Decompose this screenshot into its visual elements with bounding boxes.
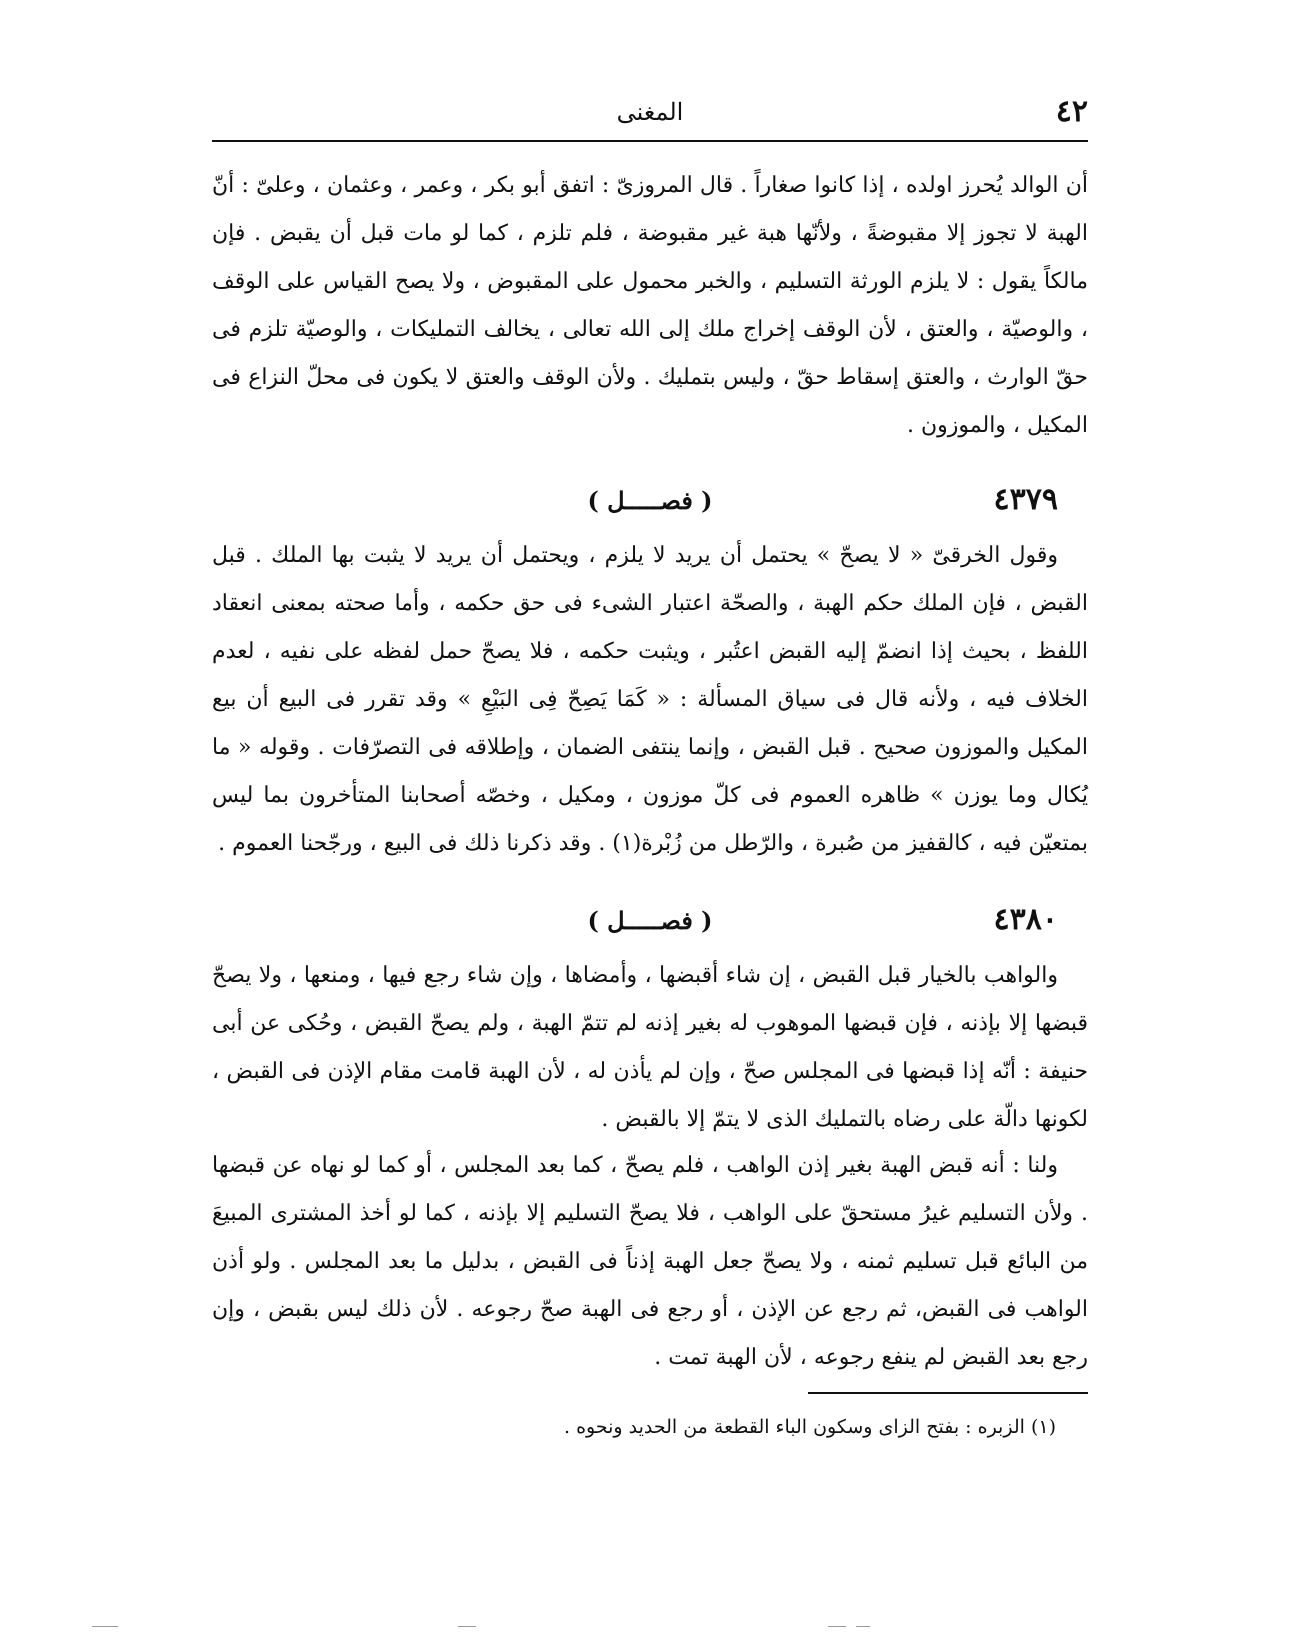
header-rule xyxy=(212,140,1088,142)
section-label: ( فصـــــل ) xyxy=(587,486,713,515)
text-block-4 xyxy=(212,1142,1088,1382)
text-block-3 xyxy=(212,952,1088,1144)
page-number: ٤٢ xyxy=(1055,94,1088,129)
section-heading-4380 xyxy=(212,902,1088,950)
running-title: المغنى xyxy=(616,98,684,126)
section-number: ٤٣٧٩ xyxy=(993,482,1058,517)
section-heading-4379 xyxy=(212,482,1088,530)
footnote-rule xyxy=(808,1392,1088,1394)
text-block-2 xyxy=(212,532,1088,868)
paragraph: ولنا : أنه قبض الهبة بغير إذن الواهب ، فلم يصحّ ، كما بعد المجلس ، أو كما لو نهاه عن قبضها . ولأن التسليم غيرُ مستحقّ على الواهب ، فلا يصحّ التسليم إلا بإذنه ، كما لو أخذ المشترى المبيعَ من البائع قبل تسليم ثمنه ، ولا يصحّ جعل الهبة إذناً فى القبض ، بدليل ما بعد المجلس . ولو أذن الواهب فى القبض، ثم رجع عن الإذن ، أو رجع فى الهبة صحّ رجوعه . لأن ذلك ليس بقبض ، وإن رجع بعد القبض لم ينفع رجوعه ، لأن الهبة تمت . xyxy=(212,1153,1088,1370)
paragraph: أن الوالد يُحرز اولده ، إذا كانوا صغاراً . قال المروزىّ : اتفق أبو بكر ، وعمر ، وعثمان ، وعلىّ : أنّ الهبة لا تجوز إلا مقبوضةً ، ولأنّها هبة غير مقبوضة ، فلم تلزم ، كما لو مات قبل أن يقبض . فإن مالكاً يقول : لا يلزم الورثة التسليم ، والخبر محمول على المقبوض ، ولا يصح القياس على الوقف ، والوصيّة ، والعتق ، لأن الوقف إخراج ملك إلى الله تعالى ، يخالف التمليكات ، والوصيّة تلزم فى حقّ الوارث ، والعتق إسقاط حقّ ، وليس بتمليك . ولأن الوقف والعتق لا يكون فى محلّ النزاع فى المكيل ، والموزون . xyxy=(212,173,1088,438)
footnote: (١) الزبره : بفتح الزاى وسكون الباء القطعة من الحديد ونحوه . xyxy=(563,1416,1056,1438)
section-number: ٤٣٨٠ xyxy=(993,902,1058,937)
paragraph: وقول الخرقىّ « لا يصحّ » يحتمل أن يريد لا يلزم ، ويحتمل أن يريد لا يثبت بها الملك . قبل القبض ، فإن الملك حكم الهبة ، والصحّة اعتبار الشىء فى حق حكمه ، وأما صحته بمعنى انعقاد اللفظ ، بحيث إذا انضمّ إليه القبض اعتُبر ، ويثبت حكمه ، فلا يصحّ حمل لفظه على نفيه ، لعدم الخلاف فيه ، ولأنه قال فى سياق المسألة : « كَمَا يَصِحّ فِى البَيْعِ » وقد تقرر فى البيع أن بيع المكيل والموزون صحيح . قبل القبض ، وإنما ينتفى الضمان ، وإطلاقه فى التصرّفات . وقوله « ما يُكال وما يوزن » ظاهره العموم فى كلّ موزون ، ومكيل ، وخصّه أصحابنا المتأخرون بما ليس بمتعيّن فيه ، كالقفيز من صُبرة ، والرّطل من زُبْرة(١) . وقد ذكرنا ذلك فى البيع ، ورجّحنا العموم . xyxy=(212,543,1089,856)
scan-mark xyxy=(828,1626,846,1627)
page-header xyxy=(212,94,1088,138)
scan-mark xyxy=(92,1626,118,1627)
scan-mark xyxy=(458,1626,476,1627)
paragraph: والواهب بالخيار قبل القبض ، إن شاء أقبضها ، وأمضاها ، وإن شاء رجع فيها ، ومنعها ، ولا يصحّ قبضها إلا بإذنه ، فإن قبضها الموهوب له بغير إذنه لم تتمّ الهبة ، ولم يصحّ القبض ، وحُكى عن أبى حنيفة : أنّه إذا قبضها فى المجلس صحّ ، وإن لم يأذن له ، لأن الهبة قامت مقام الإذن فى القبض ، لكونها دالّة على رضاه بالتمليك الذى لا يتمّ إلا بالقبض . xyxy=(212,963,1088,1132)
text-block-1 xyxy=(212,162,1088,450)
scan-mark xyxy=(856,1626,870,1627)
section-label: ( فصـــــل ) xyxy=(587,906,713,935)
